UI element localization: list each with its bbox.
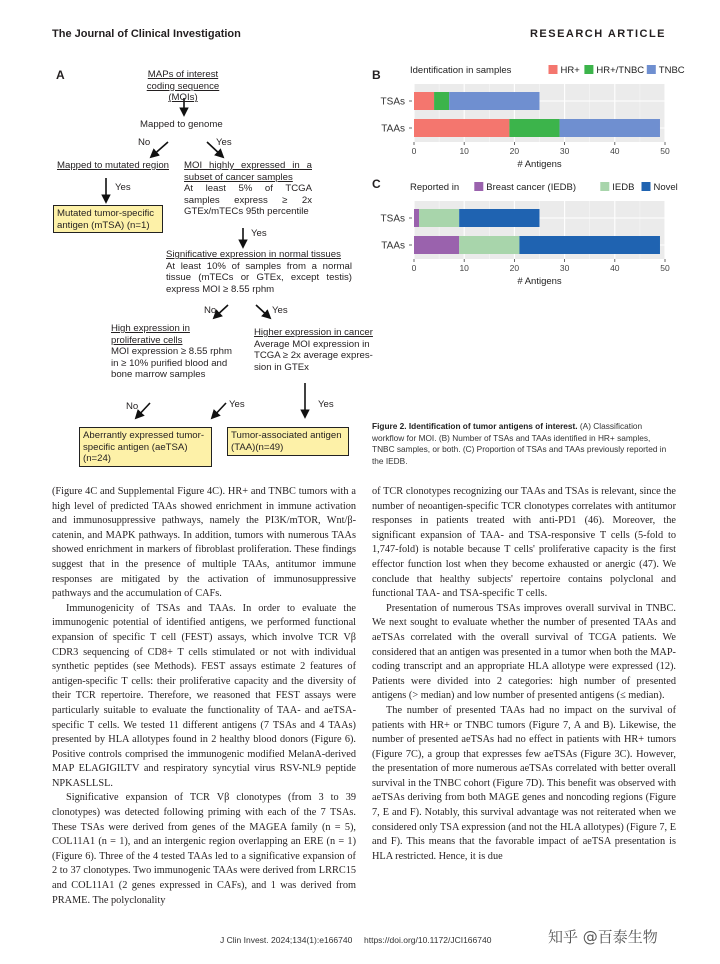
paragraph: Significative expansion of TCR Vβ clonotypes (from 3 to 39 clonotypes) was detected following priming with each of the 7 TSAs. These TSAs were derived from genes of the MAGEA family (n = 5), COL11A1 (n = 1), and an intergenic region overlapping an ERE (n = 1) (Figure 6). Three of the 4 tested TAAs led to a significative expansion of 2 to 37 clonotypes. Two immunogenic TAAs were derived from LRRC15 and COL11A1 (2 genes expressed in CAFs), and 1 was derived from PRAME. The polyclonality	[52, 792, 356, 906]
x-tick-label: 20	[509, 263, 520, 273]
category-label: TAAs	[381, 123, 405, 135]
x-tick-label: 40	[610, 146, 620, 156]
legend-swatch	[600, 182, 609, 191]
arrow-yes-cancer	[256, 305, 270, 318]
footer-citation: J Clin Invest. 2024;134(1):e166740	[220, 935, 353, 945]
significant-normal-tissues: Significative expression in normal tissues At least 10% of samples from a normal tissue (mTECs or GTEx, except testis) express MOI ≥ 8.55 rphm	[166, 249, 352, 295]
body-column-left	[52, 485, 356, 908]
category-label: TSAs	[380, 96, 405, 108]
legend-swatch	[647, 65, 656, 74]
legend-swatch	[584, 65, 593, 74]
paragraph: of TCR clonotypes recognizing our TAAs and TSAs is relevant, since the number of neoantigen-specific TCR clonotypes correlates with antitumor responses in patients treated with anti-PD1 (46). Moreover, the significant expansion of TAA- and TSA-responsive T cells (5-fold to 1,747-fold) is notable because T cells' proliferative capacity is the first effector function lost when they become exhausted or anergic (47). We conclude that healthy subjects' repertoire contains polyclonal and functional TAA- and TSA-specific T cells.	[372, 486, 676, 600]
legend-title: Reported in	[410, 182, 460, 193]
body-column-right	[372, 485, 676, 864]
bar-tsas-breast-cancer-iedb-	[414, 209, 419, 227]
yes-label: Yes	[115, 182, 131, 193]
x-axis-label: # Antigens	[517, 276, 562, 287]
yes-label: Yes	[272, 305, 288, 316]
paragraph: Immunogenicity of TSAs and TAAs. In order to evaluate the immunogenic potential of identified antigens, we performed functional expansion of specific T cell (FEST) assays, which involve TCR Vβ CDR3 sequencing of CD8+ T cells stimulated or not with individual synthetic peptides (see Methods). FEST assays estimate 2 features of antigen-specific T cells: their proliferative capacity and the diversity of their TCR repertoire. Therefore, we reasoned that FEST assays were particularly suitable to evaluate the functionality of TAA- and aeTSA-specific T cells. We tested 11 different antigens (7 TSAs and 4 TAAs) presented by HLA allotypes found in 2 healthy blood donors (Figure 6). Positive controls comprised the immunogenic modified MelanA-derived MAP ELAGIGILTV and respiratory syncytial virus RSV-NL9 peptide NPKASLLSL.	[52, 602, 356, 789]
no-label: No	[204, 305, 217, 316]
category-label: TAAs	[381, 240, 405, 252]
bar-taas-tnbc	[560, 119, 660, 137]
bar-tsas-tnbc	[449, 92, 539, 110]
bar-tsas-novel	[459, 209, 539, 227]
yes-label: Yes	[318, 399, 334, 410]
yes-label: Yes	[216, 137, 232, 148]
paragraph: The number of presented TAAs had no impact on the survival of patients with HR+ or TNBC tumors (Figure 7, A and B). Likewise, the number of presented aeTSAs had no effect in patients with HR+ tumors (Figure 7C), a group that expresses few aeTSAs (Figure 3C). However, the presentation of more numerous aeTSAs correlated with better overall survival in the TNBC cohort (Figure 7D). This benefit was observed with aeTSAs deriving from both MAGE genes and noncoding regions (Figure 7, E and F). Notably, this survival advantage was not reiterated when we considered only TSA expression (and not the HLA allotypes) (Figure 7, E and F). This means that the favorable impact of aeTSA presentation is HLA restricted. Hence, it is due	[372, 704, 676, 862]
panel-a-label: A	[56, 68, 65, 82]
arrow-no-mutated	[151, 142, 168, 157]
bar-taas-hr-tnbc	[509, 119, 559, 137]
yes-label: Yes	[251, 228, 267, 239]
moi-highly-expressed: MOI highly expressed in a subset of cancer samples At least 5% of TCGA samples express ≥ 2x GTEx/mTECs 95th percentile	[184, 160, 312, 218]
x-tick-label: 40	[610, 263, 620, 273]
legend-label: Novel	[653, 182, 678, 193]
x-tick-label: 10	[459, 263, 469, 273]
x-tick-label: 50	[660, 146, 670, 156]
legend-swatch	[549, 65, 558, 74]
legend-label: HR+/TNBC	[596, 65, 645, 76]
journal-title: The Journal of Clinical Investigation	[52, 28, 241, 40]
maps-title: MAPs of interest coding sequence (MOIs)	[146, 69, 220, 104]
bar-taas-breast-cancer-iedb-	[414, 236, 459, 254]
mapped-mutated-region: Mapped to mutated region	[57, 160, 170, 171]
footer-doi[interactable]: https://doi.org/10.1172/JCI166740	[364, 935, 492, 945]
legend-swatch	[642, 182, 651, 191]
aetsa-box: Aberrantly expressed tumor- specific antigen (aeTSA) (n=24)	[79, 427, 212, 467]
figure-caption: Figure 2. Identification of tumor antigens of interest. (A) Classification workflow for MOI. (B) Number of TSAs and TAAs identified in HR+ samples, TNBC samples, or both. (C) Proportion of TSAs and TAAs previously reported in the IEDB.	[372, 421, 667, 466]
category-label: TSAs	[380, 213, 405, 225]
higher-expression-cancer: Higher expression in cancer Average MOI expression in TCGA ≥ 2x average expres- sion in GTEx	[254, 327, 373, 373]
panel-c-label: C	[372, 177, 381, 191]
bar-taas-iedb	[459, 236, 519, 254]
x-tick-label: 20	[509, 146, 520, 156]
no-label: No	[126, 401, 139, 412]
x-tick-label: 30	[559, 146, 570, 156]
legend-label: IEDB	[612, 182, 635, 193]
x-tick-label: 0	[411, 263, 417, 273]
taa-box: Tumor-associated antigen (TAA)(n=49)	[227, 427, 349, 456]
panel-b-label: B	[372, 68, 381, 82]
legend-label: Breast cancer (IEDB)	[486, 182, 577, 193]
legend-label: TNBC	[658, 65, 685, 76]
article-type: RESEARCH ARTICLE	[529, 28, 666, 40]
bar-tsas-hr-	[414, 92, 434, 110]
mapped-to-genome: Mapped to genome	[140, 119, 223, 130]
x-tick-label: 50	[660, 263, 670, 273]
x-axis-label: # Antigens	[517, 159, 562, 170]
no-label: No	[138, 137, 151, 148]
x-tick-label: 10	[459, 146, 469, 156]
paragraph: (Figure 4C and Supplemental Figure 4C). HR+ and TNBC tumors with a high level of predicted TAAs showed enrichment in immune activation and immunosuppressive pathways, namely the PI3K/mTOR, Wnt/β-catenin, and MAPK pathways. In addition, tumors with numerous TAAs showed enrichment in markers of fibroblast proliferation. These findings suggest that in the presence of multiple TAAs, antitumor immune responses are mitigated by the activation of immunosuppressive pathways and the accumulation of CAFs.	[52, 486, 356, 600]
watermark: 知乎 @百泰生物	[548, 928, 658, 946]
bar-taas-hr-	[414, 119, 509, 137]
legend-title: Identification in samples	[410, 65, 512, 76]
x-tick-label: 0	[411, 146, 417, 156]
bar-tsas-hr-tnbc	[434, 92, 449, 110]
legend-label: HR+	[560, 65, 580, 76]
bar-taas-novel	[519, 236, 660, 254]
bar-tsas-iedb	[419, 209, 459, 227]
yes-label: Yes	[229, 399, 245, 410]
arrow-yes-from-prolif	[212, 403, 226, 418]
chart-b	[365, 60, 685, 175]
x-tick-label: 30	[559, 263, 570, 273]
legend-swatch	[474, 182, 483, 191]
chart-c	[365, 177, 685, 292]
paragraph: Presentation of numerous TSAs improves overall survival in TNBC. We next sought to evaluate whether the number of presented TAAs and aeTSAs correlated with the overall survival of TCGA patients. We considered that an antigen was presented in a tumor when both the MAP-coding transcript and an appropriate HLA allotype were expressed (12). Patients were divided into 2 categories: high number of presented antigens (> median) and low number of presented antigens (≤ median).	[372, 602, 676, 702]
mtsa-box: Mutated tumor-specific antigen (mTSA) (n=1)	[53, 205, 163, 233]
high-expression-proliferative: High expression in proliferative cells MOI expression ≥ 8.55 rphm in ≥ 10% purified blood and bone marrow samples	[111, 323, 232, 381]
